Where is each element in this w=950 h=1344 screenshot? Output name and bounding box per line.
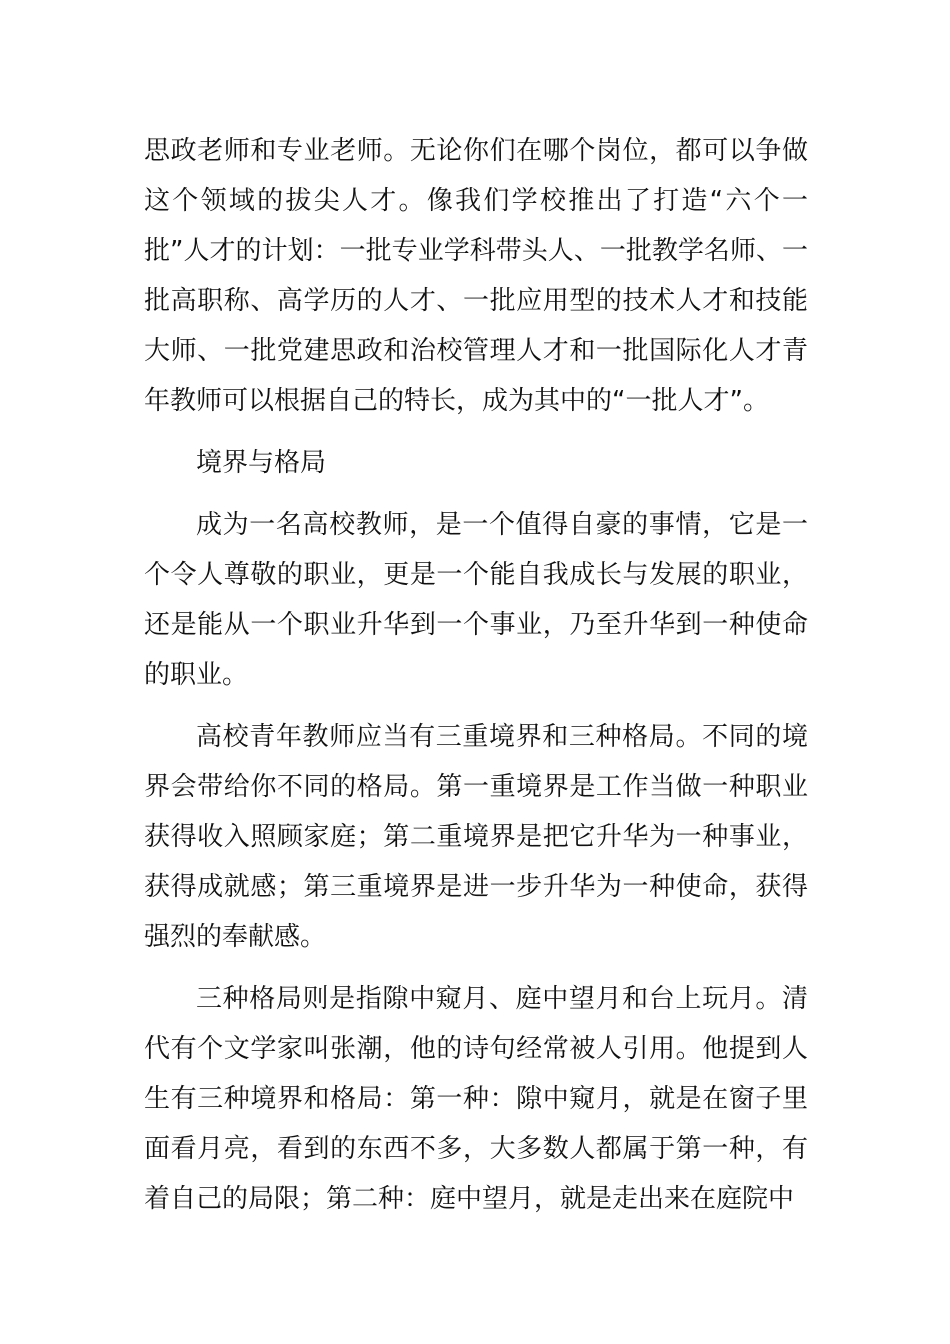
paragraph-continuation: 思政老师和专业老师。无论你们在哪个岗位，都可以争做这个领域的拔尖人才。像我们学校推出了打造“六个一批”人才的计划：一批专业学科带头人、一批教学名师、一批高职称、高学历的人才、一批应用型的技术人才和技能大师、一批党建思政和治校管理人才和一批国际化人才青年教师可以根据自己的特长，成为其中的“一批人才”。 xyxy=(144,136,808,416)
document-body xyxy=(144,126,808,1236)
paragraph: 三种格局则是指隙中窥月、庭中望月和台上玩月。清代有个文学家叫张潮，他的诗句经常被人引用。他提到人生有三种境界和格局：第一种：隙中窥月，就是在窗子里面看月亮，看到的东西不多，大多数人都属于第一种，有着自己的局限；第二种：庭中望月，就是走出来在庭院中 xyxy=(144,984,808,1214)
paragraph: 成为一名高校教师，是一个值得自豪的事情，它是一个令人尊敬的职业，更是一个能自我成长与发展的职业，还是能从一个职业升华到一个事业，乃至升华到一种使命的职业。 xyxy=(144,510,808,690)
paragraph: 高校青年教师应当有三重境界和三种格局。不同的境界会带给你不同的格局。第一重境界是工作当做一种职业获得收入照顾家庭；第二重境界是把它升华为一种事业，获得成就感；第三重境界是进一步升华为一种使命，获得强烈的奉献感。 xyxy=(144,722,808,952)
section-heading: 境界与格局 xyxy=(196,448,327,478)
